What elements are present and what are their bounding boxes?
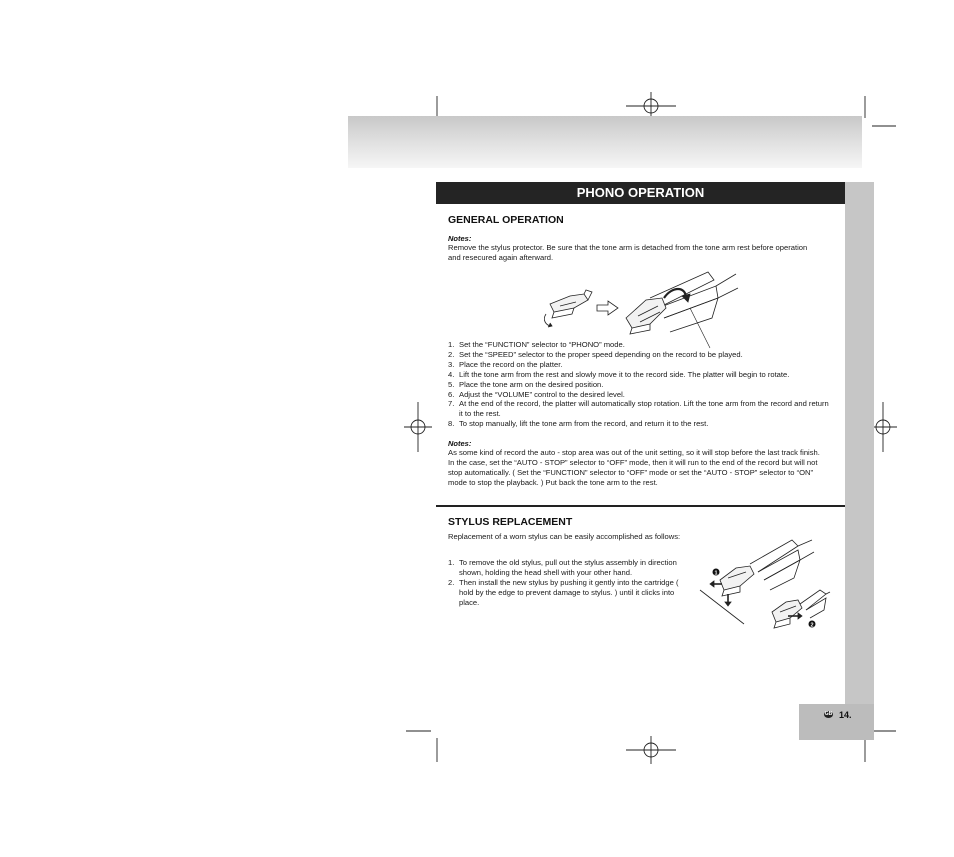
notes-label: Notes:	[448, 234, 472, 243]
list-item: 4. Lift the tone arm from the rest and slowly move it to the record side. The platter will begin to rotate.	[448, 369, 790, 379]
stylus-protector-figure	[540, 268, 740, 348]
list-item: 5. Place the tone arm on the desired position.	[448, 379, 604, 389]
list-item: 2. Set the “SPEED” selector to the proper speed depending on the record to be played.	[448, 349, 743, 359]
stylus-intro: Replacement of a worn stylus can be easily accomplished as follows:	[448, 532, 681, 541]
page-number-tab	[799, 704, 874, 740]
stylus-replacement-heading: STYLUS REPLACEMENT	[448, 516, 573, 528]
list-item: 1. To remove the old stylus, pull out the stylus assembly in direction shown, holding the head shell with your other hand.	[448, 558, 677, 577]
arrow-right-icon	[597, 301, 618, 315]
notes-label: Notes:	[448, 439, 472, 448]
list-item: 8. To stop manually, lift the tone arm from the record, and return it to the rest.	[448, 419, 709, 429]
list-item: 2. Then install the new stylus by pushing it gently into the cartridge ( hold by the edge to prevent damage to stylus. ) until it clicks into place.	[448, 577, 679, 607]
notes-text: As some kind of record the auto - stop area was out of the unit setting, so it will stop before the last track finish. In the case, set the “AUTO - STOP” selector to “OFF” mode, then it will run to the end of the record but will not stop automatically. ( Set the “FUNCTION” selector to “OFF” mode or set the “AUTO - STOP” selector to “ON” mode to stop the playback. ) Put back the tone arm to the rest.	[448, 448, 820, 487]
figure-marker-2: 2	[810, 622, 814, 629]
page-title: PHONO OPERATION	[436, 182, 845, 204]
header-gradient-band	[348, 116, 862, 168]
registration-crosshair-icon	[626, 736, 676, 764]
list-item: 3. Place the record on the platter.	[448, 359, 563, 369]
figure-marker-1: 1	[714, 570, 718, 577]
side-bar	[845, 182, 874, 704]
notes-text: Remove the stylus protector. Be sure that the tone arm is detached from the tone arm rest before operation and resecured again afterward.	[448, 243, 808, 262]
stylus-replacement-figure	[700, 532, 830, 632]
general-steps-list	[448, 340, 830, 429]
page-number: 14.	[839, 710, 852, 720]
list-item: 6. Adjust the “VOLUME” control to the desired level.	[448, 389, 625, 399]
section-divider	[436, 505, 845, 507]
general-operation-heading: GENERAL OPERATION	[448, 214, 564, 226]
list-item: 1. Set the “FUNCTION” selector to “PHONO” mode.	[448, 340, 625, 349]
registration-crosshair-icon	[404, 402, 432, 452]
list-item: 7. At the end of the record, the platter will automatically stop rotation. Lift the tone arm from the record and return it to the rest.	[448, 399, 829, 419]
stylus-steps-list	[448, 558, 693, 608]
language-badge: GB	[824, 711, 833, 717]
